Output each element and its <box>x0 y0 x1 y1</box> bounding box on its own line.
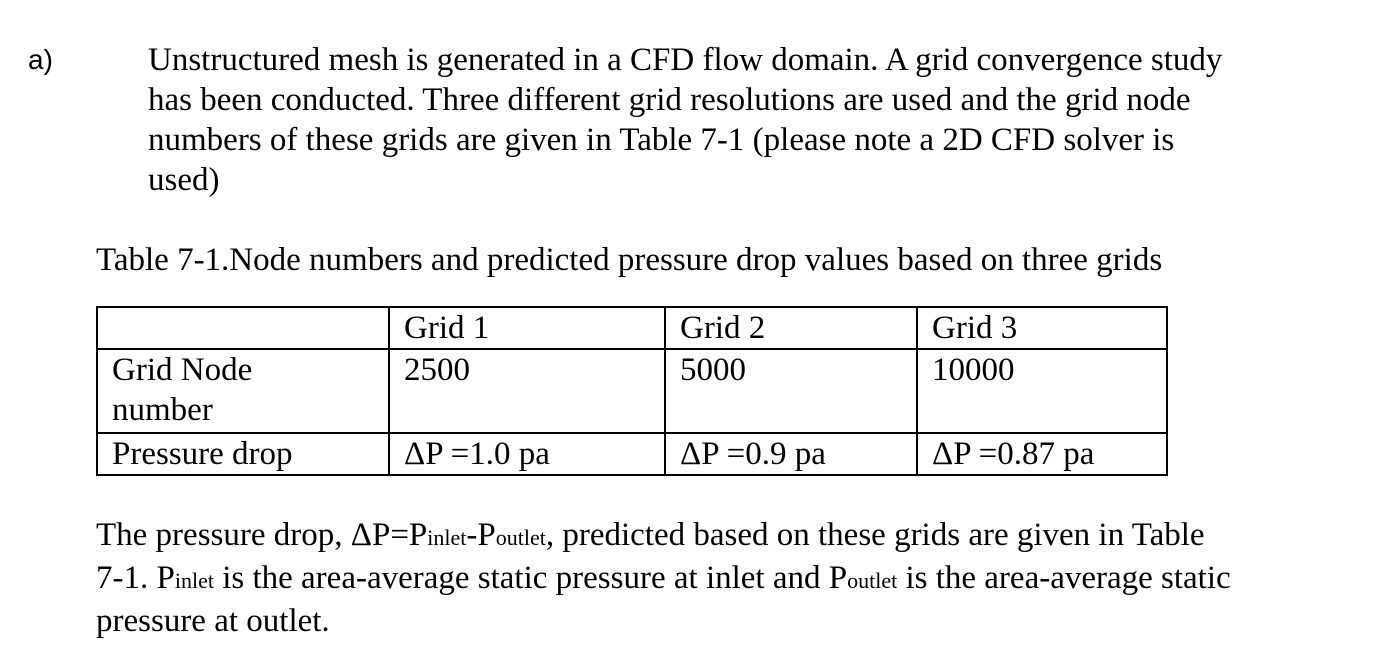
header-cell-empty <box>97 307 389 349</box>
question-line: numbers of these grids are given in Table 7-1 (please note a 2D CFD solver is <box>148 122 1175 158</box>
question-text <box>148 40 1348 200</box>
table-header-row <box>97 307 1167 349</box>
footer-text: is the area-average static pressure at inlet and P <box>213 560 848 596</box>
pressure-drop-grid-1: ΔP =1.0 pa <box>389 433 665 475</box>
question-line: used) <box>148 162 220 198</box>
row-label-line: number <box>112 392 213 428</box>
grid-table <box>96 306 1168 476</box>
row-label-pressure-drop: Pressure drop <box>97 433 389 475</box>
footer-line-2 <box>96 558 1231 601</box>
question-label: a) <box>28 44 53 75</box>
node-number-grid-3: 10000 <box>917 349 1167 433</box>
pressure-drop-grid-2: ΔP =0.9 pa <box>665 433 917 475</box>
table-row-pressure-drop <box>97 433 1167 475</box>
footer-text: -P <box>466 517 496 553</box>
footer-text: is the area-average static <box>897 560 1231 596</box>
table-row-node-number <box>97 349 1167 433</box>
footer-line-1 <box>96 515 1231 558</box>
footer-text: The pressure drop, ΔP=P <box>96 517 428 553</box>
header-cell-grid-2: Grid 2 <box>665 307 917 349</box>
row-label-line: Grid Node <box>112 352 253 388</box>
subscript-outlet: outlet <box>847 568 898 593</box>
question-line: Unstructured mesh is generated in a CFD flow domain. A grid convergence study <box>148 42 1223 78</box>
question-line: has been conducted. Three different grid resolutions are used and the grid node <box>148 82 1191 118</box>
subscript-outlet: outlet <box>495 525 546 550</box>
footer-text: 7-1. P <box>96 560 175 596</box>
row-label-node-number <box>97 349 389 433</box>
header-cell-grid-1: Grid 1 <box>389 307 665 349</box>
table-caption: Table 7-1.Node numbers and predicted pressure drop values based on three grids <box>96 242 1163 278</box>
footer-line-3: pressure at outlet. <box>96 603 330 639</box>
header-cell-grid-3: Grid 3 <box>917 307 1167 349</box>
node-number-grid-1: 2500 <box>389 349 665 433</box>
subscript-inlet: inlet <box>174 568 214 593</box>
pressure-drop-grid-3: ΔP =0.87 pa <box>917 433 1167 475</box>
footer-paragraph <box>96 515 1231 641</box>
footer-text: , predicted based on these grids are given in Table <box>545 517 1205 553</box>
subscript-inlet: inlet <box>427 525 467 550</box>
node-number-grid-2: 5000 <box>665 349 917 433</box>
